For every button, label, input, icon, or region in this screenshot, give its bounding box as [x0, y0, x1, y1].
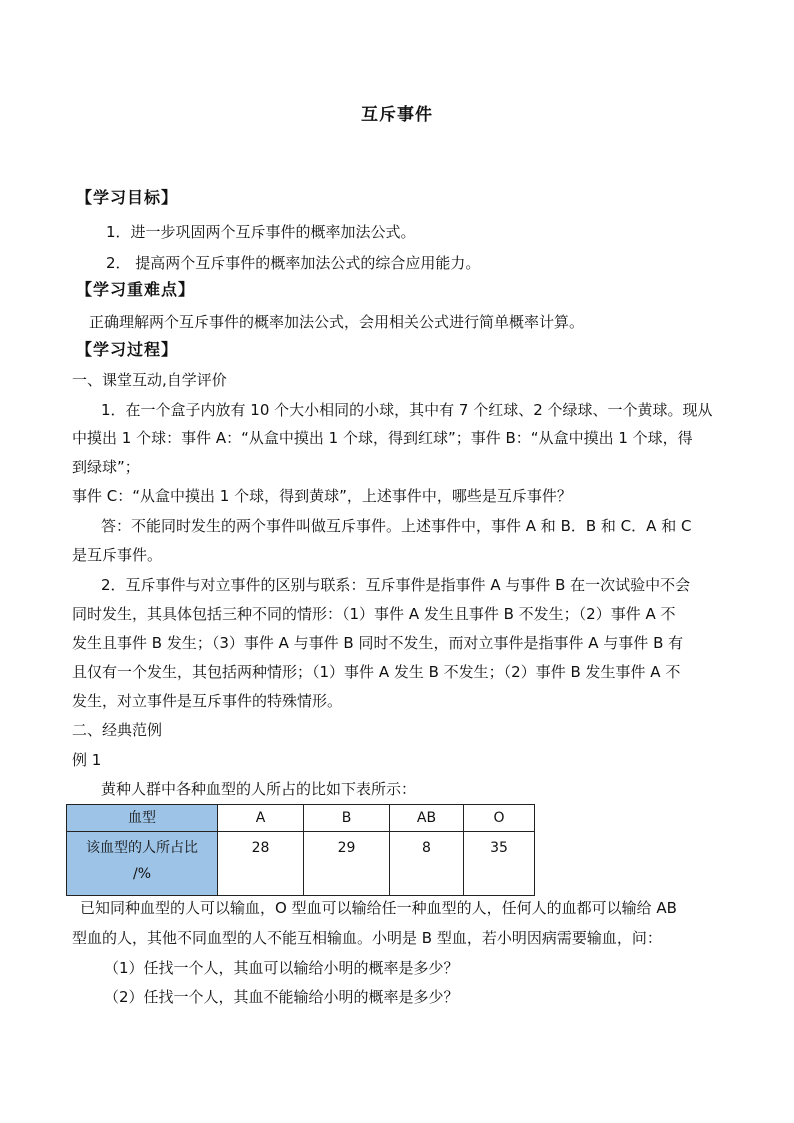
type-cell-o: O [464, 805, 535, 832]
page-title: 互斥事件 [361, 105, 433, 125]
table-header-row [67, 805, 535, 832]
process-heading: 【学习过程】 [76, 340, 179, 359]
table-value-row [67, 832, 535, 896]
row-label-cell [67, 832, 218, 896]
part1-heading: 一、课堂互动,自学评价 [72, 371, 227, 389]
row-label-line-2: /% [132, 866, 152, 882]
answer-1-line-1: 答：不能同时发生的两个事件叫做互斥事件。上述事件中，事件 A 和 B．B 和 C．A 和 C [101, 517, 692, 535]
question-2-line-2: 同时发生，其具体包括三种不同的情形：（1）事件 A 发生且事件 B 不发生；（2）事件 A 不 [72, 605, 676, 623]
key-points-text: 正确理解两个互斥事件的概率加法公式，会用相关公式进行简单概率计算。 [89, 313, 585, 331]
question-2-line-4: 且仅有一个发生，其包括两种情形；（1）事件 A 发生 B 不发生；（2）事件 B 发生事件 A 不 [72, 663, 681, 681]
question-1-line-3: 到绿球”； [72, 458, 140, 476]
example-text-line-1: 已知同种血型的人可以输血，O 型血可以输给任一种血型的人，任何人的血都可以输给 AB [80, 899, 677, 917]
question-2-line-3: 发生且事件 B 发生；（3）事件 A 与事件 B 同时不发生，而对立事件是指事件 A 与事件 B 有 [72, 634, 684, 652]
type-cell-b: B [304, 805, 390, 832]
part2-heading: 二、经典范例 [72, 721, 163, 739]
value-cell-a: 28 [218, 832, 304, 896]
answer-1-line-2: 是互斥事件。 [72, 546, 163, 564]
goal-item-1: 1．进一步巩固两个互斥事件的概率加法公式。 [106, 223, 416, 241]
question-1-line-4: 事件 C：“从盒中摸出 1 个球，得到黄球”，上述事件中，哪些是互斥事件？ [72, 487, 572, 505]
sub-question-1: （1）任找一个人，其血可以输给小明的概率是多少？ [104, 959, 459, 977]
example-text-line-2: 型血的人，其他不同血型的人不能互相输血。小明是 B 型血，若小明因病需要输血，问： [72, 929, 662, 947]
header-label-cell: 血型 [67, 805, 218, 832]
value-cell-ab: 8 [390, 832, 464, 896]
blood-type-table [66, 804, 535, 896]
type-cell-ab: AB [390, 805, 464, 832]
row-label-line-1: 该血型的人所占比 [86, 840, 198, 856]
example-label: 例 1 [72, 751, 102, 769]
type-cell-a: A [218, 805, 304, 832]
table-intro: 黄种人群中各种血型的人所占的比如下表所示： [101, 780, 417, 798]
question-1-line-2: 中摸出 1 个球：事件 A：“从盒中摸出 1 个球，得到红球”；事件 B：“从盒中摸出 1 个球，得 [72, 429, 693, 447]
question-2-line-1: 2．互斥事件与对立事件的区别与联系：互斥事件是指事件 A 与事件 B 在一次试验中不会 [101, 576, 691, 594]
value-cell-o: 35 [464, 832, 535, 896]
key-points-heading: 【学习重难点】 [76, 280, 196, 299]
goals-heading: 【学习目标】 [76, 188, 179, 207]
sub-question-2: （2）任找一个人，其血不能输给小明的概率是多少？ [104, 988, 459, 1006]
question-1-line-1: 1．在一个盒子内放有 10 个大小相同的小球，其中有 7 个红球、2 个绿球、一个黄球。现从 [101, 401, 713, 419]
goal-item-2: 2． 提高两个互斥事件的概率加法公式的综合应用能力。 [106, 254, 481, 272]
value-cell-b: 29 [304, 832, 390, 896]
question-2-line-5: 发生，对立事件是互斥事件的特殊情形。 [72, 692, 343, 710]
